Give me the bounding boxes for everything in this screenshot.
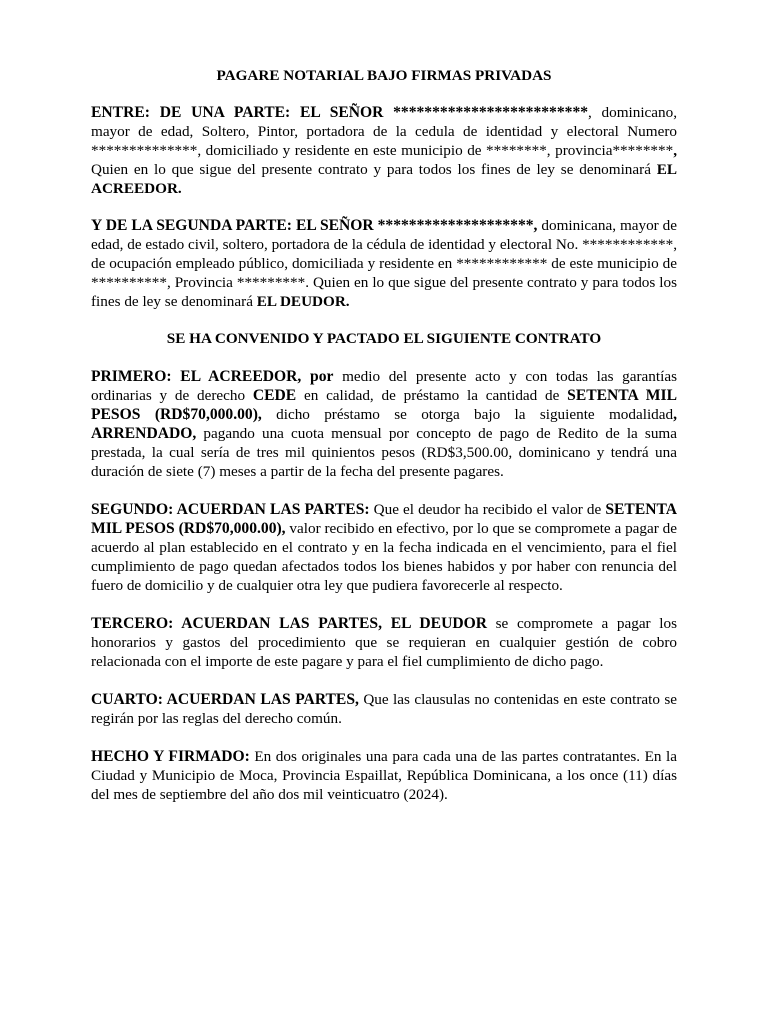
- document-page: [91, 66, 677, 823]
- party-two-role: EL DEUDOR.: [256, 293, 350, 310]
- clause-segundo: [91, 500, 677, 595]
- party-one-role: EL ACREEDOR.: [91, 161, 677, 197]
- party-two-lead: Y DE LA SEGUNDA PARTE: EL SEÑOR: [91, 217, 374, 234]
- primero-lead: PRIMERO: EL ACREEDOR, por: [91, 368, 334, 385]
- party-one-lead: ENTRE: DE UNA PARTE: EL SEÑOR: [91, 104, 384, 121]
- primero-bold-2: SETENTA MIL PESOS (RD$70,000.00),: [91, 387, 677, 423]
- hecho-lead: HECHO Y FIRMADO:: [91, 748, 250, 765]
- clause-primero: [91, 367, 677, 481]
- party-two-paragraph: [91, 216, 677, 311]
- clause-hecho-y-firmado: [91, 747, 677, 804]
- clause-tercero: [91, 614, 677, 671]
- segundo-text-2: valor recibido en efectivo, por lo que se compromete a pagar de acuerdo al plan establecido en el contrato y en la fecha indicada en el vencimiento, para el fiel cumplimiento de pago quedan afectados todos los bienes habidos y por haber con renuncia del fuero de domicilio y de cualquier otra ley que pudiera favorecerle al respecto.: [91, 520, 677, 594]
- cuarto-lead: CUARTO: ACUERDAN LAS PARTES,: [91, 691, 359, 708]
- hecho-text-1: En dos originales una para cada una de las partes contratantes. En la Ciudad y Municipio de Moca, Provincia Espaillat, República Dominicana, a los once (11) días del mes de septiembre del año dos mil veinticuatro (2024).: [91, 748, 677, 803]
- tercero-lead: TERCERO: ACUERDAN LAS PARTES, EL DEUDOR: [91, 615, 487, 632]
- party-one-name: *************************: [393, 104, 589, 121]
- primero-text-1: medio del presente acto y con todas las garantías ordinarias y de derecho: [91, 368, 677, 404]
- cuarto-text-1: Que las clausulas no contenidas en este contrato se regirán por las reglas del derecho común.: [91, 691, 677, 727]
- primero-bold-3: , ARRENDADO,: [91, 406, 677, 442]
- party-two-body: dominicana, mayor de edad, de estado civil, soltero, portadora de la cédula de identidad y electoral No. ************, de ocupación empleado público, domiciliada y residente en ************ de este municipio de **********, Provincia *********. Quien en lo que sigue del presente contrato y para todos los fines de ley se denominará: [91, 217, 677, 310]
- tercero-text-1: se compromete a pagar los honorarios y gastos del procedimiento que se requieran en cualquier gestión de cobro relacionada con el importe de este pagare y para el fiel cumplimiento de dicho pago.: [91, 615, 677, 670]
- primero-text-2: en calidad, de préstamo la cantidad de: [296, 387, 568, 404]
- primero-text-4: pagando una cuota mensual por concepto de pago de Redito de la suma prestada, la cual sería de tres mil quinientos pesos (RD$3,500.00, dominicano y tendrá una duración de siete (7) meses a partir de la fecha del presente pagares.: [91, 425, 677, 480]
- party-one-comma: ,: [673, 142, 677, 159]
- party-one-body-2: Quien en lo que sigue del presente contrato y para todos los fines de ley se denominará: [91, 161, 657, 178]
- party-one-paragraph: [91, 103, 677, 198]
- primero-bold-1: CEDE: [252, 387, 297, 404]
- segundo-text-1: Que el deudor ha recibido el valor de: [369, 501, 606, 518]
- document-title: PAGARE NOTARIAL BAJO FIRMAS PRIVADAS: [216, 67, 552, 84]
- primero-text-3: dicho préstamo se otorga bajo la siguiente modalidad: [261, 406, 674, 423]
- party-one-body: , dominicano, mayor de edad, Soltero, Pintor, portadora de la cedula de identidad y electoral Numero **************, domiciliado y residente en este municipio de ********, provincia********: [91, 104, 678, 159]
- clause-cuarto: [91, 690, 677, 728]
- section-subtitle: SE HA CONVENIDO Y PACTADO EL SIGUIENTE CONTRATO: [166, 330, 602, 347]
- party-two-name: ********************,: [377, 217, 538, 234]
- segundo-lead: SEGUNDO: ACUERDAN LAS PARTES:: [91, 501, 370, 518]
- segundo-bold-1: SETENTA MIL PESOS (RD$70,000.00),: [91, 501, 677, 537]
